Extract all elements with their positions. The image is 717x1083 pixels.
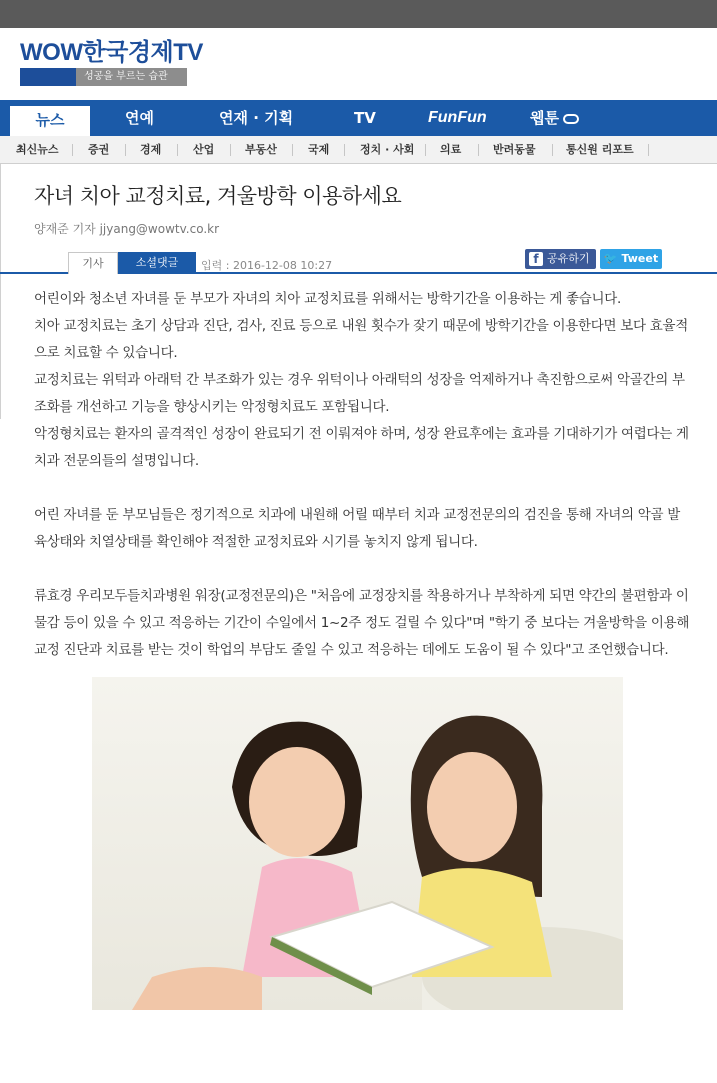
- nav-item-news[interactable]: 뉴스: [10, 106, 90, 136]
- subnav-item-industry[interactable]: 산업: [193, 143, 215, 156]
- twitter-icon: 🐦: [603, 252, 618, 265]
- article-paragraph: 악정형치료는 환자의 골격적인 성장이 완료되기 전 이뤄져야 하며, 성장 완료후에는 효과를 기대하기가 여렵다는 게 치과 전문의들의 설명입니다.: [34, 426, 689, 469]
- subnav-item-stocks[interactable]: 증권: [88, 143, 110, 156]
- article-photo: [92, 677, 623, 1010]
- subnav-item-medical[interactable]: 의료: [440, 143, 462, 156]
- subnav-item-realestate[interactable]: 부동산: [245, 143, 277, 156]
- article-title: 자녀 치아 교정치료, 겨울방학 이용하세요: [34, 184, 402, 208]
- article-paragraph: 어린이와 청소년 자녀를 둔 부모가 자녀의 치아 교정치료를 위해서는 방학기간을 이용하는 게 좋습니다.: [34, 291, 622, 307]
- article-paragraph: 류효경 우리모두들치과병원 워장(교정전문의)은 "처음에 교정장치를 착용하거나 부착하게 되면 약간의 불편함과 이물감 등이 있을 수 있고 적응하는 기간이 수일에서 1~2주 정도 걸릴 수 있다"며 "학기 중 보다는 겨울방학을 이용해 교정 진단과 치료를 받는 것이 학업의 부담도 줄일 수 있고 적응하는 데에도 도움이 될 수 있다"고 조언했습니다.: [34, 588, 690, 658]
- subnav-divider: [344, 144, 345, 156]
- subnav-item-politics[interactable]: 정치 · 사회: [360, 143, 415, 156]
- subnav-divider: [292, 144, 293, 156]
- site-header: [0, 28, 717, 100]
- article-paragraph: 교정치료는 위턱과 아래턱 간 부조화가 있는 경우 위턱이나 아래턱의 성장을 억제하거나 촉진함으로써 악골간의 부조화를 개선하고 기능을 향상시키는 악정형치료도 포함됩니다.: [34, 372, 685, 415]
- subnav-item-international[interactable]: 국제: [308, 143, 330, 156]
- subnav-divider: [425, 144, 426, 156]
- facebook-icon: f: [529, 252, 543, 266]
- nav-item-series[interactable]: 연재 · 기획: [219, 109, 294, 127]
- article-byline: 양재준 기자 jjyang@wowtv.co.kr: [34, 222, 220, 236]
- nav-item-entertainment[interactable]: 연예: [125, 109, 154, 127]
- logo-slogan: 성공을 부르는 습관: [76, 68, 187, 86]
- nav-item-funfun[interactable]: FunFun: [428, 109, 487, 126]
- column-divider: [0, 164, 1, 419]
- subnav-item-correspondent[interactable]: 통신원 리포트: [566, 143, 634, 156]
- nav-item-webtoon[interactable]: [530, 100, 579, 136]
- nav-item-webtoon-label: 웹툰: [530, 109, 559, 127]
- tweet-label: Tweet: [621, 252, 659, 265]
- tab-article[interactable]: 기사: [68, 252, 118, 274]
- tweet-button[interactable]: [600, 249, 662, 269]
- article-body: [34, 286, 690, 664]
- subnav-item-economy[interactable]: 경제: [140, 143, 162, 156]
- main-nav: [0, 100, 717, 136]
- nav-item-tv[interactable]: TV: [354, 109, 376, 127]
- subnav-item-latest[interactable]: 최신뉴스: [16, 143, 59, 156]
- subnav-divider: [478, 144, 479, 156]
- logo-slogan-bar: [20, 68, 187, 86]
- logo-title: WOW한국경제TV: [20, 39, 203, 66]
- sub-nav: [0, 136, 717, 164]
- subnav-item-pets[interactable]: 반려동물: [493, 143, 536, 156]
- subnav-divider: [177, 144, 178, 156]
- top-strip: [0, 0, 717, 28]
- subnav-divider: [72, 144, 73, 156]
- facebook-share-label: 공유하기: [547, 252, 590, 265]
- article-tabs-bar: [0, 249, 717, 274]
- subnav-divider: [230, 144, 231, 156]
- children-reading-photo: [92, 677, 623, 1010]
- facebook-share-button[interactable]: [525, 249, 596, 269]
- article-paragraph: 어린 자녀를 둔 부모님들은 정기적으로 치과에 내원해 어릴 때부터 치과 교정전문의의 검진을 통해 자녀의 악골 발육상태와 치열상태를 확인해야 적절한 교정치료와 시기를 놓치지 않게 됩니다.: [34, 507, 680, 550]
- article-paragraph: 치아 교정치료는 초기 상담과 진단, 검사, 진료 등으로 내원 횟수가 잦기 때문에 방학기간을 이용한다면 보다 효율적으로 치료할 수 있습니다.: [34, 318, 688, 361]
- publish-date: 입력 : 2016-12-08 10:27: [201, 259, 333, 272]
- tab-social-comments[interactable]: 소셜댓글: [118, 252, 196, 274]
- subnav-divider: [552, 144, 553, 156]
- subnav-divider: [125, 144, 126, 156]
- site-logo[interactable]: [20, 40, 203, 86]
- webtoon-icon: [563, 114, 579, 124]
- subnav-divider: [648, 144, 649, 156]
